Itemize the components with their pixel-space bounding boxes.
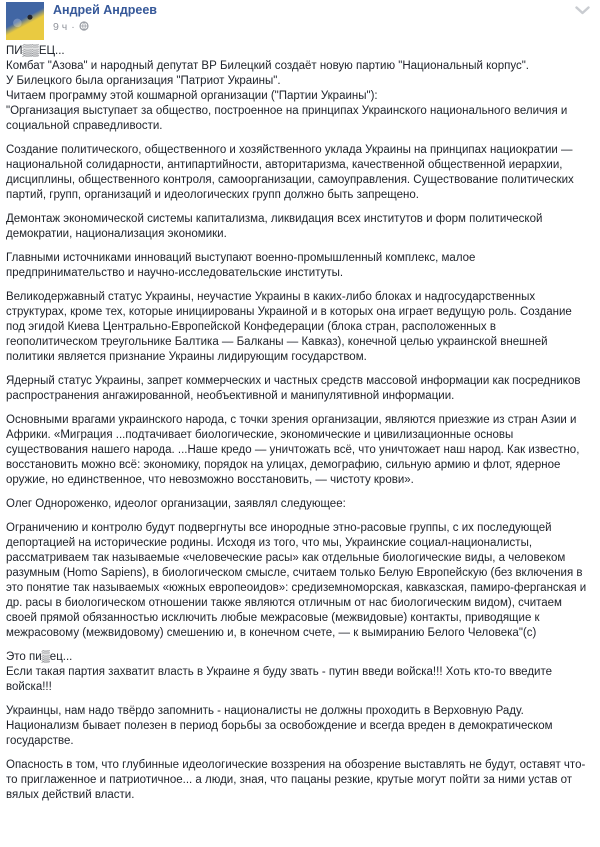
timestamp[interactable]: 9 ч [53,20,68,33]
post-paragraph: Это пи▒ец... Если такая партия захватит власть в Украине я буду звать - путин введи войска!!! Хоть кто-то введите войска!!! [6,651,552,693]
dot-separator: · [71,20,75,33]
post-paragraph: Олег Однороженко, идеолог организации, заявлял следующее: [6,498,346,510]
privacy-globe-icon [79,21,89,34]
post-paragraph: Создание политического, общественного и хозяйственного уклада Украины на принципах нациократии — национальной солидарности, антипартийности, авторитаризма, качественной общественной иерархии, дисциплины, общественного контроля, самоорганизации, самоуправления. Существование политических партий, групп, организаций и идеологических групп должно быть запрещено. [6,144,574,201]
post-paragraph: Опасность в том, что глубинные идеологические воззрения на обозрение выставлять не будут, оставят что-то приглаженное и патриотичное... а люди, зная, что пацаны резкие, крутые могут пойти за ними устав от вялых действий власти. [6,759,586,801]
avatar[interactable] [6,2,44,40]
post-paragraph: Основными врагами украинского народа, с точки зрения организации, являются приезжие из стран Азии и Африки. «Миграция ...подтачивает биологические, экономические и цивилизационные основы существования нашего народа. ...Наше кредо — уничтожать всё, что уничтожает наш народ. Как известно, восстановить можно всё: экономику, порядок на улицах, демографию, сильную армию и флот, ядерное оружие, но единственное, что невозможно восстановить, — чистоту крови». [6,414,580,486]
post-subline [53,21,157,34]
post-header-meta [53,2,157,33]
post-paragraph: ПИ▒▒ЕЦ... Комбат "Азова" и народный депутат ВР Билецкий создаёт новую партию "Национальный корпус". У Билецкого была организация "Патриот Украины". Читаем программу этой кошмарной организации ("Партии Украины"): "Организация выступает за общество, построенное на принципах Украинского национального величия и социальной справедливости. [6,45,568,132]
post-header [6,2,592,40]
chevron-down-icon[interactable] [575,6,590,15]
post-text [6,44,592,803]
post-paragraph: Украинцы, нам надо твёрдо запомнить - националисты не должны проходить в Верховную Раду. Национализм бывает полезен в период борьбы за освобождение и всегда вреден в демократическом государстве. [6,705,553,747]
post-paragraph: Ограничению и контролю будут подвергнуты все инородные этно-расовые группы, с их последующей депортацией на исторические родины. Исходя из того, что мы, Украинские социал-националисты, рассматриваем так называемые «человеческие расы» как отдельные биологические виды, а человеком разумным (Homo Sapiens), в биологическом смысле, считаем только Белую Европейскую (без включения в это понятие так называемых «южных европеоидов»: средиземноморская, кавказская, памиро-ферганская и др. расы в биологическом отношении также являются отличным от нас биологическим видом), считаем своей прямой обязанностью исключить любые межрасовые (межвидовые) контакты, приводящие к межрасовому (межвидовому) смешению и, в конечном счете, — к вымиранию Белого Человека"(с) [6,522,587,639]
post-paragraph: Главными источниками инноваций выступают военно-промышленный комплекс, малое предпринимательство и научно-исследовательские институты. [6,252,476,279]
post-paragraph: Великодержавный статус Украины, неучастие Украины в каких-либо блоках и надгосударственных структурах, кроме тех, которые инициированы Украиной и в которых она играет ведущую роль. Создание под эгидой Киева Центрально-Европейской Конфедерации (блока стран, расположенных в геополитическом треугольнике Балтика — Балканы — Кавказ), конечной целью украинской внешней политики является признание Украины лидирующим государством. [6,291,572,363]
post-paragraph: Ядерный статус Украины, запрет коммерческих и частных средств массовой информации как посредников распространения ангажированной, необъективной и манипулятивной информации. [6,375,581,402]
author-name[interactable]: Андрей Андреев [53,3,157,17]
post-paragraph: Демонтаж экономической системы капитализма, ликвидация всех институтов и форм политической демократии, национализация экономики. [6,213,543,240]
